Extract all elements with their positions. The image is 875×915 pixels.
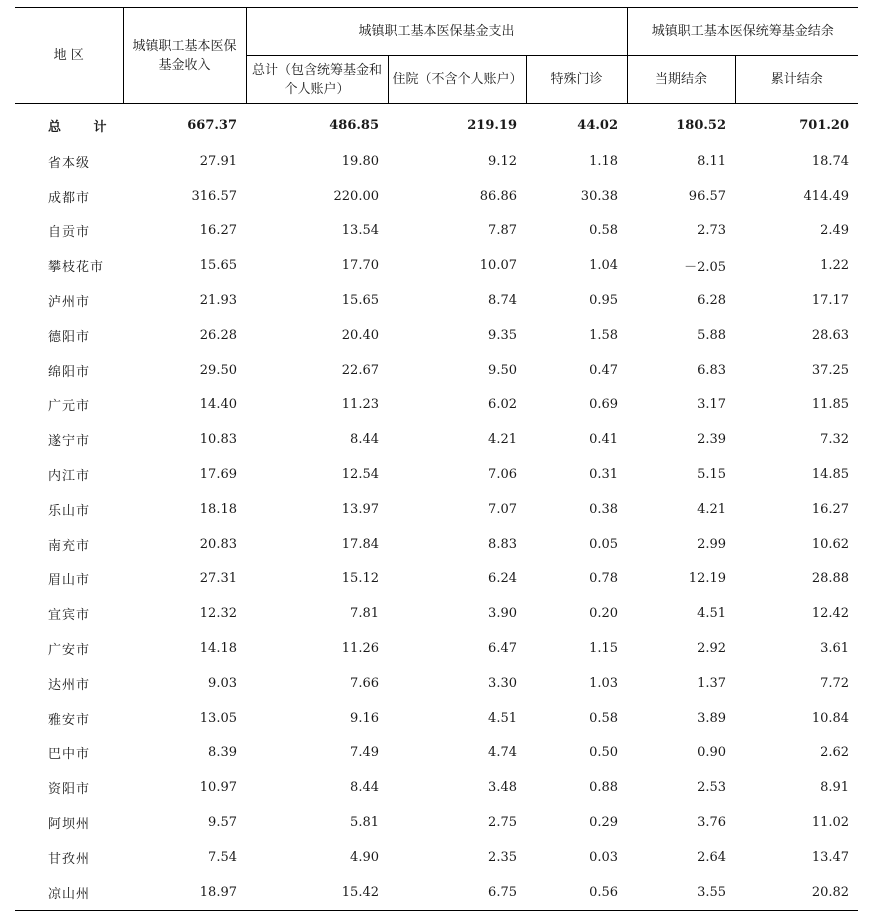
header-balance-group: 城镇职工基本医保统筹基金结余	[627, 8, 858, 56]
income-cell: 18.97	[123, 875, 246, 910]
table-row	[15, 666, 858, 701]
inpatient-cell: 7.06	[488, 467, 517, 483]
table-row	[15, 701, 858, 736]
inpatient-cell: 4.21	[488, 432, 517, 448]
region-cell: 省本级	[48, 155, 91, 171]
table-row	[15, 736, 858, 771]
table-row	[15, 875, 858, 910]
table-row	[15, 562, 858, 597]
special-cell: 0.58	[589, 710, 619, 726]
cumulative-cell: 2.62	[820, 745, 850, 761]
header-region: 地 区	[15, 8, 123, 104]
table-row	[15, 388, 858, 423]
inpatient-cell: 8.83	[488, 536, 517, 552]
cumulative-cell: 2.49	[820, 223, 850, 239]
inpatient-cell: 9.50	[488, 362, 517, 378]
region-cell: 广安市	[48, 643, 91, 659]
region-cell: 德阳市	[48, 329, 91, 345]
current-cell: 2.92	[697, 641, 727, 657]
expense-total-cell: 7.81	[350, 606, 379, 622]
cumulative-cell: 20.82	[735, 875, 858, 910]
income-cell: 12.32	[199, 606, 237, 622]
expense-total-cell: 486.85	[329, 117, 379, 133]
cumulative-cell: 701.20	[799, 117, 850, 133]
income-cell: 13.05	[199, 710, 237, 726]
table-row	[15, 179, 858, 214]
current-cell: 1.37	[697, 675, 727, 691]
income-cell: 18.18	[199, 501, 237, 517]
inpatient-cell: 3.90	[488, 606, 517, 622]
special-cell: 0.69	[589, 397, 619, 413]
inpatient-cell: 8.74	[488, 293, 517, 309]
inpatient-cell: 7.87	[488, 223, 517, 239]
inpatient-cell: 219.19	[467, 117, 517, 133]
income-cell: 16.27	[199, 223, 237, 239]
income-cell: 20.83	[199, 536, 237, 552]
income-cell: 667.37	[187, 117, 237, 133]
region-cell: 雅安市	[48, 712, 91, 728]
header-expense-inpatient: 住院（不含个人账户）	[388, 56, 526, 104]
inpatient-cell: 2.35	[488, 849, 517, 865]
current-cell: 3.76	[697, 815, 727, 831]
cumulative-cell: 18.74	[811, 153, 850, 169]
region-cell: 成都市	[48, 190, 91, 206]
inpatient-cell: 86.86	[479, 188, 517, 204]
table-row	[15, 492, 858, 527]
region-cell: 乐山市	[48, 503, 91, 519]
inpatient-cell: 6.02	[488, 397, 517, 413]
current-cell: 3.89	[697, 710, 727, 726]
inpatient-cell: 9.12	[488, 153, 517, 169]
income-cell: 26.28	[199, 327, 237, 343]
cumulative-cell: 8.91	[820, 780, 850, 796]
expense-total-cell: 4.90	[350, 849, 379, 865]
expense-total-cell: 5.81	[350, 815, 379, 831]
income-cell: 9.03	[208, 675, 237, 691]
table-row	[15, 353, 858, 388]
inpatient-cell: 6.75	[388, 875, 526, 910]
income-cell: 316.57	[191, 188, 237, 204]
special-cell: 0.47	[589, 362, 619, 378]
table-header	[15, 8, 858, 104]
inpatient-cell: 9.35	[488, 327, 517, 343]
special-cell: 0.29	[589, 815, 619, 831]
current-cell: 0.90	[697, 745, 727, 761]
current-cell: 2.64	[697, 849, 727, 865]
cumulative-cell: 3.61	[820, 641, 850, 657]
income-cell: 14.40	[199, 397, 237, 413]
income-cell: 21.93	[199, 293, 237, 309]
current-cell: －2.05	[684, 260, 727, 276]
income-cell: 7.54	[208, 849, 237, 865]
cumulative-cell: 1.22	[820, 258, 850, 274]
income-cell: 10.83	[199, 432, 237, 448]
income-cell: 17.69	[199, 467, 237, 483]
region-cell: 资阳市	[48, 782, 91, 798]
special-cell: 0.38	[589, 501, 619, 517]
header-expense-group: 城镇职工基本医保基金支出	[246, 8, 627, 56]
table-row	[15, 144, 858, 179]
expense-total-cell: 7.66	[350, 675, 379, 691]
cumulative-cell: 10.62	[811, 536, 850, 552]
special-cell: 1.04	[589, 258, 619, 274]
current-cell: 5.15	[697, 467, 727, 483]
special-cell: 0.58	[589, 223, 619, 239]
current-cell: 3.17	[697, 397, 727, 413]
table-row	[15, 422, 858, 457]
special-cell: 0.56	[526, 875, 627, 910]
region-cell: 凉山州	[15, 875, 123, 910]
special-cell: 0.31	[589, 467, 619, 483]
expense-total-cell: 12.54	[341, 467, 379, 483]
income-cell: 27.31	[199, 571, 237, 587]
current-cell: 96.57	[688, 188, 727, 204]
special-cell: 1.15	[589, 641, 619, 657]
table-row	[15, 248, 858, 283]
special-cell: 0.03	[589, 849, 619, 865]
table-row	[15, 527, 858, 562]
income-cell: 10.97	[199, 780, 237, 796]
current-cell: 4.21	[697, 501, 727, 517]
total-row	[15, 104, 858, 145]
table-body	[15, 104, 858, 911]
cumulative-cell: 10.84	[811, 710, 850, 726]
inpatient-cell: 3.30	[488, 675, 517, 691]
table-row	[15, 770, 858, 805]
current-cell: 2.53	[697, 780, 727, 796]
region-cell: 自贡市	[48, 225, 91, 241]
header-expense-special: 特殊门诊	[526, 56, 627, 104]
region-cell: 总 计	[48, 119, 121, 135]
income-cell: 29.50	[199, 362, 237, 378]
region-cell: 广元市	[48, 399, 91, 415]
table-row	[15, 631, 858, 666]
region-cell: 阿坝州	[48, 817, 91, 833]
cumulative-cell: 414.49	[803, 188, 850, 204]
income-cell: 15.65	[199, 258, 237, 274]
expense-total-cell: 19.80	[341, 153, 379, 169]
header-balance-cumulative: 累计结余	[735, 56, 858, 104]
cumulative-cell: 14.85	[811, 467, 850, 483]
cumulative-cell: 7.32	[820, 432, 850, 448]
table-row	[15, 840, 858, 875]
special-cell: 0.41	[589, 432, 619, 448]
header-income: 城镇职工基本医保基金收入	[123, 8, 246, 104]
expense-total-cell: 15.12	[341, 571, 379, 587]
region-cell: 南充市	[48, 538, 91, 554]
current-cell: 2.99	[697, 536, 727, 552]
region-cell: 内江市	[48, 469, 91, 485]
expense-total-cell: 17.84	[341, 536, 379, 552]
table-row	[15, 214, 858, 249]
special-cell: 1.03	[589, 675, 619, 691]
inpatient-cell: 3.48	[488, 780, 517, 796]
region-cell: 绵阳市	[48, 364, 91, 380]
current-cell: 3.55	[627, 875, 735, 910]
expense-total-cell: 220.00	[333, 188, 379, 204]
expense-total-cell: 13.97	[341, 501, 379, 517]
region-cell: 遂宁市	[48, 434, 91, 450]
region-cell: 甘孜州	[48, 851, 91, 867]
inpatient-cell: 4.51	[488, 710, 517, 726]
cumulative-cell: 13.47	[811, 849, 850, 865]
special-cell: 44.02	[577, 117, 619, 133]
cumulative-cell: 28.88	[811, 571, 850, 587]
inpatient-cell: 7.07	[488, 501, 517, 517]
current-cell: 6.28	[697, 293, 727, 309]
current-cell: 4.51	[697, 606, 727, 622]
cumulative-cell: 28.63	[811, 327, 850, 343]
table-row	[15, 283, 858, 318]
inpatient-cell: 10.07	[479, 258, 517, 274]
special-cell: 1.18	[589, 153, 619, 169]
expense-total-cell: 15.42	[246, 875, 388, 910]
inpatient-cell: 4.74	[488, 745, 517, 761]
expense-total-cell: 11.26	[341, 641, 379, 657]
expense-total-cell: 8.44	[350, 432, 379, 448]
inpatient-cell: 2.75	[488, 815, 517, 831]
special-cell: 0.50	[589, 745, 619, 761]
expense-total-cell: 20.40	[341, 327, 379, 343]
expense-total-cell: 22.67	[341, 362, 379, 378]
expense-total-cell: 11.23	[341, 397, 379, 413]
expense-total-cell: 13.54	[341, 223, 379, 239]
income-cell: 8.39	[208, 745, 237, 761]
current-cell: 2.73	[697, 223, 727, 239]
income-cell: 14.18	[199, 641, 237, 657]
inpatient-cell: 6.24	[488, 571, 517, 587]
table-row	[15, 318, 858, 353]
region-cell: 攀枝花市	[48, 260, 105, 276]
expense-total-cell: 15.65	[341, 293, 379, 309]
region-cell: 达州市	[48, 677, 91, 693]
special-cell: 0.88	[589, 780, 619, 796]
special-cell: 0.78	[589, 571, 619, 587]
cumulative-cell: 11.85	[811, 397, 850, 413]
cumulative-cell: 11.02	[811, 815, 850, 831]
special-cell: 0.20	[589, 606, 619, 622]
table-row	[15, 805, 858, 840]
current-cell: 5.88	[697, 327, 727, 343]
current-cell: 12.19	[688, 571, 727, 587]
cumulative-cell: 12.42	[811, 606, 850, 622]
region-cell: 泸州市	[48, 295, 91, 311]
special-cell: 0.05	[589, 536, 619, 552]
header-balance-current: 当期结余	[627, 56, 735, 104]
cumulative-cell: 37.25	[811, 362, 850, 378]
cumulative-cell: 7.72	[820, 675, 850, 691]
income-cell: 27.91	[199, 153, 237, 169]
special-cell: 0.95	[589, 293, 619, 309]
special-cell: 30.38	[580, 188, 619, 204]
expense-total-cell: 9.16	[350, 710, 379, 726]
current-cell: 180.52	[676, 117, 727, 133]
table-row	[15, 596, 858, 631]
expense-total-cell: 7.49	[350, 745, 379, 761]
current-cell: 2.39	[697, 432, 727, 448]
region-cell: 宜宾市	[48, 608, 91, 624]
region-cell: 眉山市	[48, 573, 91, 589]
current-cell: 8.11	[697, 153, 727, 169]
expense-total-cell: 8.44	[350, 780, 379, 796]
inpatient-cell: 6.47	[488, 641, 517, 657]
special-cell: 1.58	[589, 327, 619, 343]
current-cell: 6.83	[697, 362, 727, 378]
cumulative-cell: 17.17	[811, 293, 850, 309]
region-cell: 巴中市	[48, 747, 91, 763]
income-cell: 9.57	[208, 815, 237, 831]
header-expense-total: 总计（包含统筹基金和个人账户）	[246, 56, 388, 104]
cumulative-cell: 16.27	[811, 501, 850, 517]
table-row	[15, 457, 858, 492]
medical-insurance-fund-table	[15, 7, 858, 911]
expense-total-cell: 17.70	[341, 258, 379, 274]
